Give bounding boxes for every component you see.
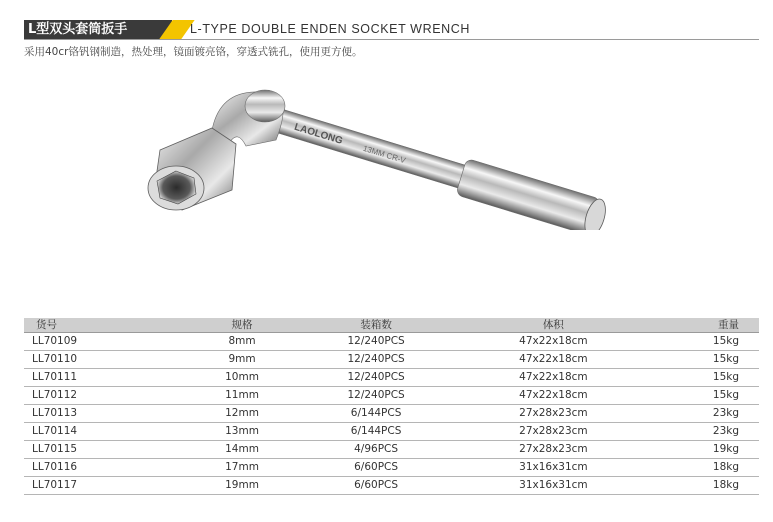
- cell-volume: 47x22x18cm: [447, 351, 659, 369]
- cell-item-no: LL70112: [24, 387, 179, 405]
- cell-item-no: LL70117: [24, 477, 179, 495]
- cell-packing: 6/60PCS: [305, 459, 447, 477]
- cell-packing: 4/96PCS: [305, 441, 447, 459]
- cell-volume: 31x16x31cm: [447, 477, 659, 495]
- page-header: [0, 0, 773, 40]
- table-header-row: [24, 318, 759, 333]
- column-header-weight: 重量: [660, 318, 759, 333]
- cell-item-no: LL70111: [24, 369, 179, 387]
- table-row: [24, 387, 759, 405]
- header-divider: [24, 39, 759, 40]
- cell-size: 11mm: [179, 387, 305, 405]
- cell-volume: 27x28x23cm: [447, 441, 659, 459]
- cell-packing: 12/240PCS: [305, 333, 447, 351]
- cell-weight: 15kg: [660, 333, 759, 351]
- cell-weight: 15kg: [660, 387, 759, 405]
- cell-weight: 18kg: [660, 459, 759, 477]
- cell-packing: 12/240PCS: [305, 351, 447, 369]
- table-row: [24, 441, 759, 459]
- column-header-volume: 体积: [447, 318, 659, 333]
- cell-volume: 31x16x31cm: [447, 459, 659, 477]
- cell-volume: 47x22x18cm: [447, 369, 659, 387]
- cell-item-no: LL70110: [24, 351, 179, 369]
- cell-volume: 27x28x23cm: [447, 405, 659, 423]
- column-header-packing: 装箱数: [305, 318, 447, 333]
- cell-weight: 18kg: [660, 477, 759, 495]
- table-row: [24, 477, 759, 495]
- cell-item-no: LL70116: [24, 459, 179, 477]
- product-description: 采用40cr铬钒钢制造，热处理，镜面镀亮铬，穿透式铣孔，使用更方便。: [24, 46, 363, 58]
- cell-size: 19mm: [179, 477, 305, 495]
- cell-weight: 15kg: [660, 351, 759, 369]
- cell-weight: 19kg: [660, 441, 759, 459]
- cell-size: 8mm: [179, 333, 305, 351]
- table-row: [24, 351, 759, 369]
- specification-table: [24, 318, 759, 495]
- cell-item-no: LL70114: [24, 423, 179, 441]
- cell-size: 17mm: [179, 459, 305, 477]
- cell-size: 9mm: [179, 351, 305, 369]
- cell-weight: 23kg: [660, 423, 759, 441]
- column-header-item-no: 货号: [24, 318, 179, 333]
- page-title-cn: L型双头套筒扳手: [24, 20, 172, 39]
- table-row: [24, 459, 759, 477]
- product-image-l-socket-wrench: [120, 70, 640, 230]
- cell-item-no: LL70113: [24, 405, 179, 423]
- cell-weight: 15kg: [660, 369, 759, 387]
- cell-packing: 12/240PCS: [305, 369, 447, 387]
- brand-engraving: LAOLONG: [292, 121, 344, 147]
- size-engraving: 13MM CR-V: [361, 143, 407, 166]
- table-row: [24, 405, 759, 423]
- table-row: [24, 423, 759, 441]
- cell-volume: 47x22x18cm: [447, 387, 659, 405]
- cell-size: 12mm: [179, 405, 305, 423]
- cell-size: 10mm: [179, 369, 305, 387]
- cell-volume: 47x22x18cm: [447, 333, 659, 351]
- cell-packing: 6/144PCS: [305, 405, 447, 423]
- cell-packing: 12/240PCS: [305, 387, 447, 405]
- page-title-en: L-TYPE DOUBLE ENDEN SOCKET WRENCH: [190, 22, 471, 36]
- cell-volume: 27x28x23cm: [447, 423, 659, 441]
- table-row: [24, 369, 759, 387]
- cell-packing: 6/144PCS: [305, 423, 447, 441]
- cell-size: 14mm: [179, 441, 305, 459]
- cell-item-no: LL70115: [24, 441, 179, 459]
- cell-item-no: LL70109: [24, 333, 179, 351]
- table-row: [24, 333, 759, 351]
- cell-size: 13mm: [179, 423, 305, 441]
- cell-weight: 23kg: [660, 405, 759, 423]
- cell-packing: 6/60PCS: [305, 477, 447, 495]
- column-header-size: 规格: [179, 318, 305, 333]
